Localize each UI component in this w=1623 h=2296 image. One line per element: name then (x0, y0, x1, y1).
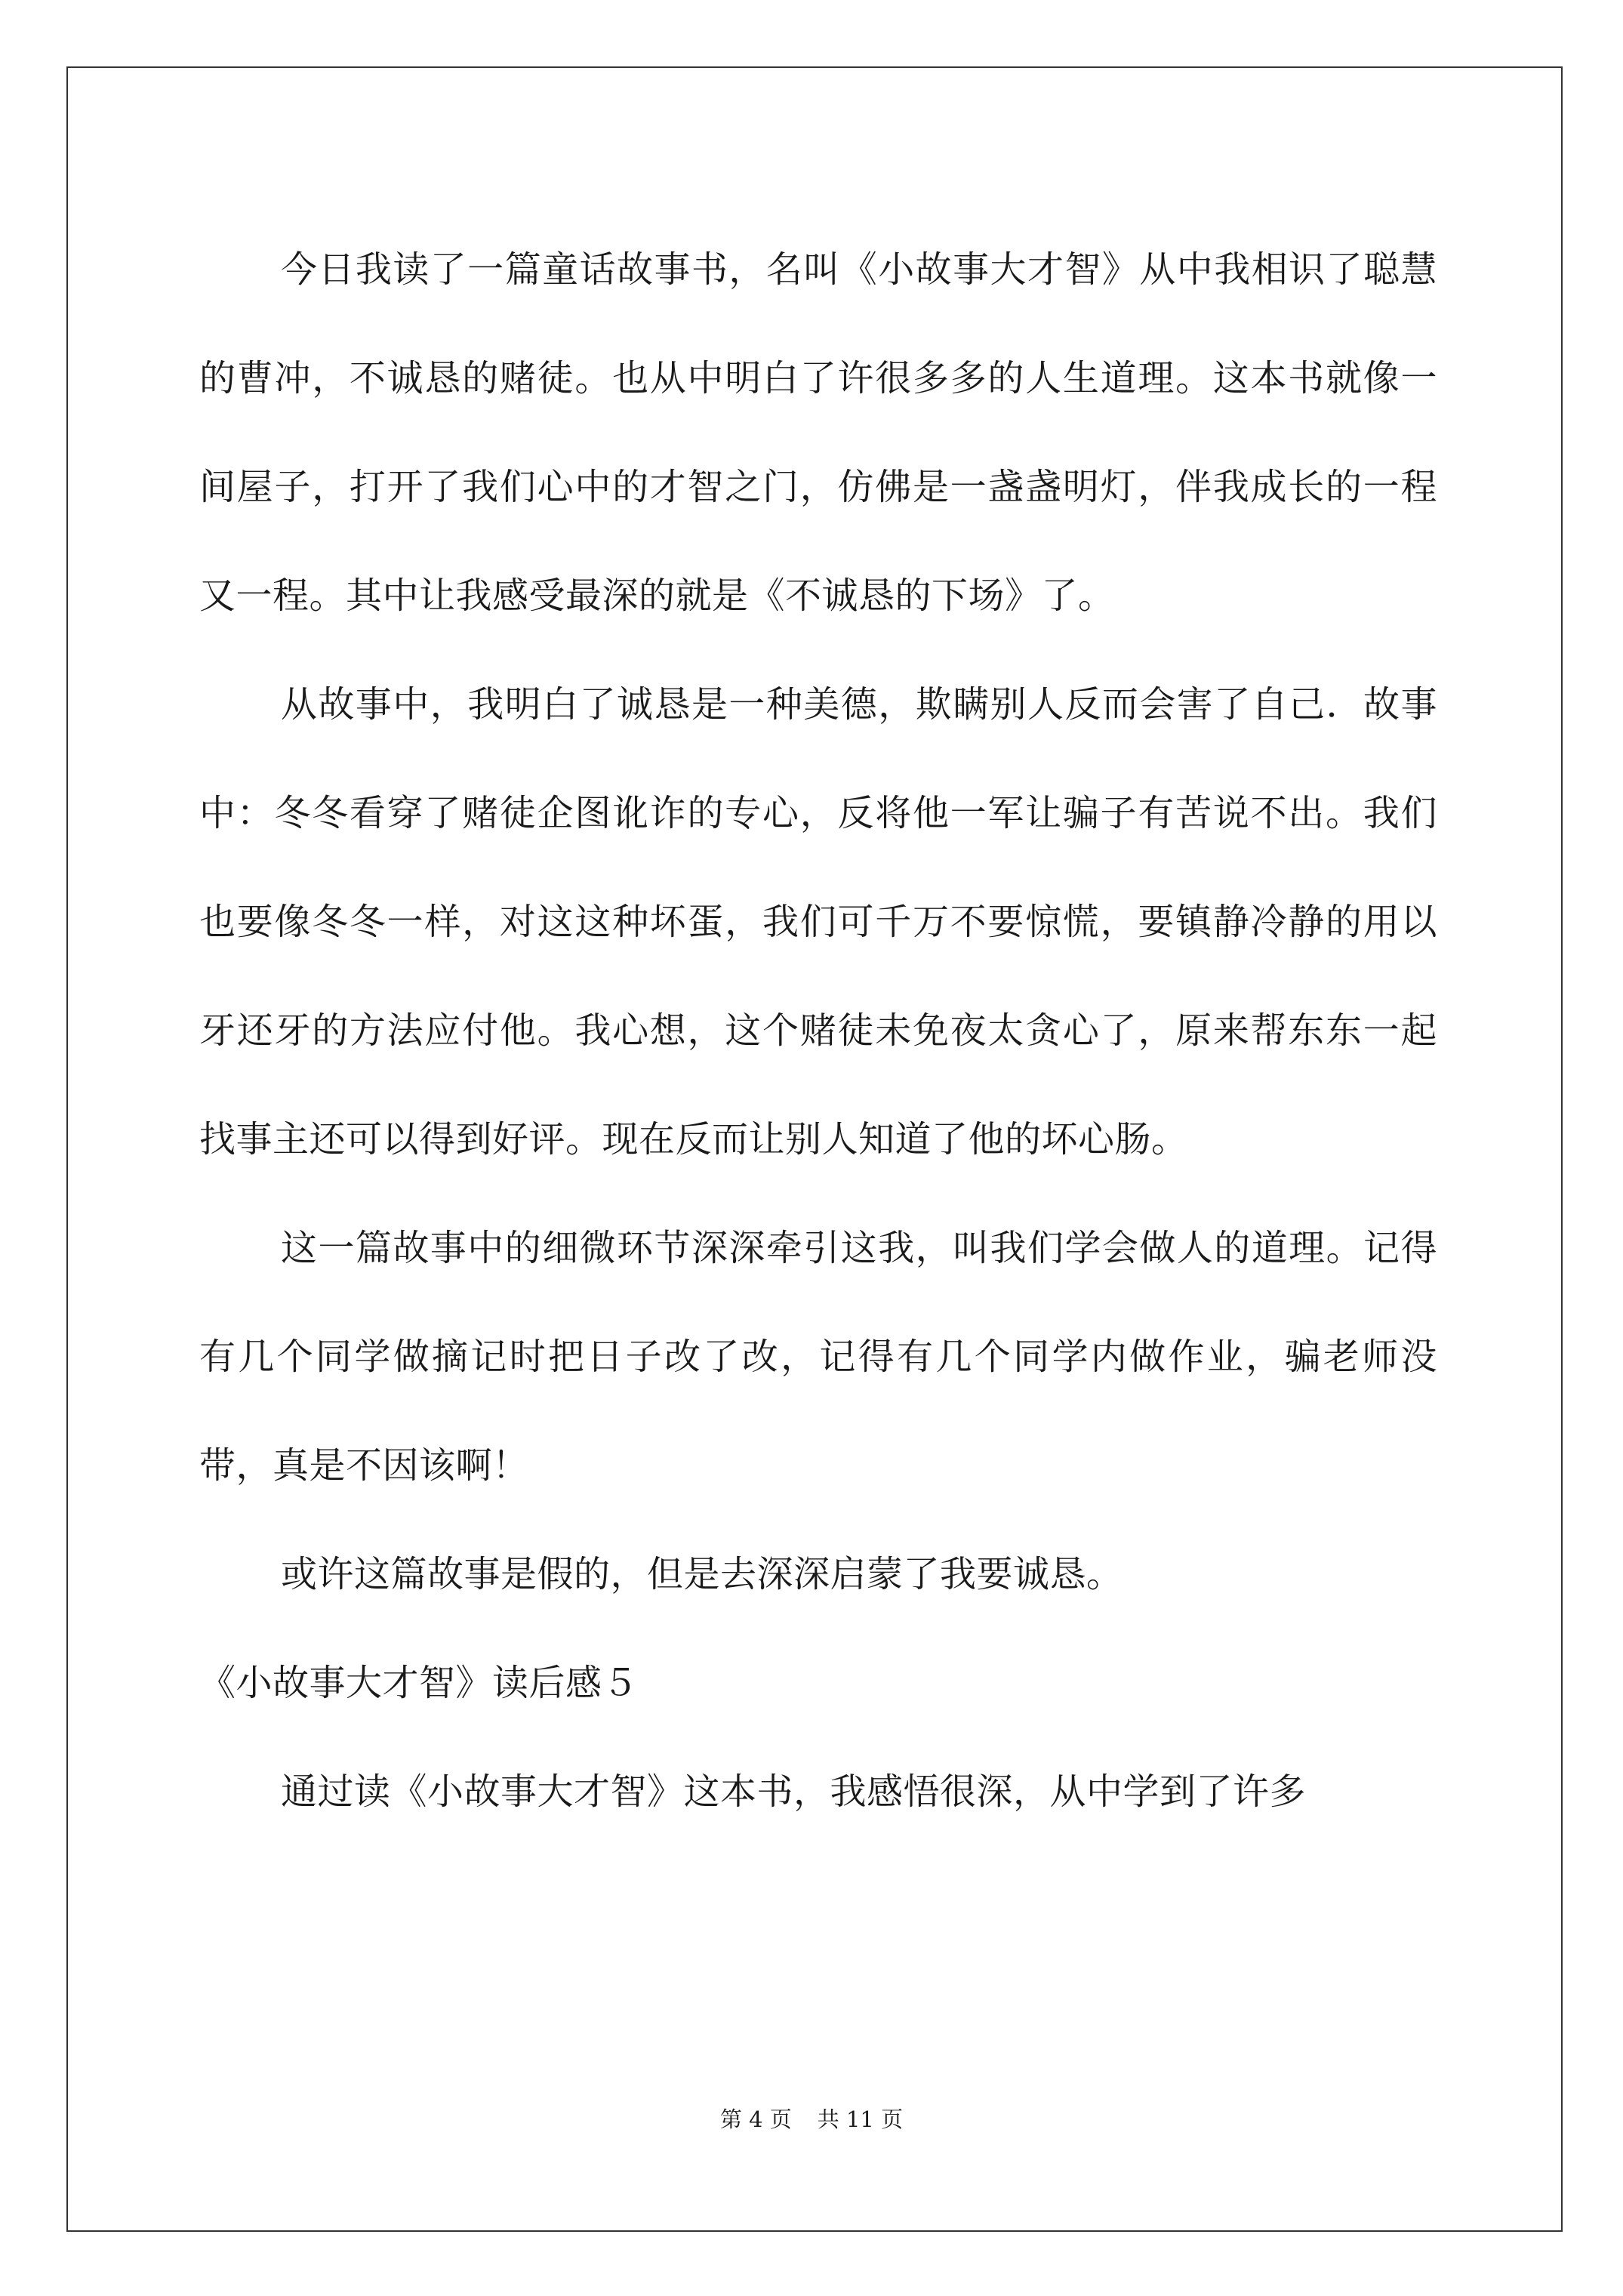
section-first-paragraph: 通过读《小故事大才智》这本书，我感悟很深，从中学到了许多 (281, 1771, 1307, 1813)
paragraph-2: 从故事中，我明白了诚恳是一种美德，欺瞒别人反而会害了自己．故事中：冬冬看穿了赌徒企图讹诈的专心，反将他一军让骗子有苦说不出。我们也要像冬冬一样，对这这种坏蛋，我们可千万不要惊慌，要镇静冷静的用以牙还牙的方法应付他。我心想，这个赌徒未免夜太贪心了，原来帮东东一起找事主还可以得到好评。现在反而让别人知道了他的坏心肠。 (199, 683, 1437, 1160)
paragraph-3: 这一篇故事中的细微环节深深牵引这我，叫我们学会做人的道理。记得有几个同学做摘记时把日子改了改，记得有几个同学内做作业，骗老师没带，真是不因该啊！ (199, 1227, 1437, 1487)
section-heading: 《小故事大才智》读后感５ (199, 1662, 639, 1704)
page-footer (0, 2103, 1623, 2134)
paragraph-1: 今日我读了一篇童话故事书，名叫《小故事大才智》从中我相识了聪慧的曹冲，不诚恳的赌徒。也从中明白了许很多多的人生道理。这本书就像一间屋子，打开了我们心中的才智之门，仿佛是一盏盏明灯，伴我成长的一程又一程。其中让我感受最深的就是《不诚恳的下场》了。 (199, 248, 1437, 617)
page-total: 共 11 页 (817, 2106, 904, 2132)
document-body (199, 215, 1437, 1846)
page-number: 第 4 页 (719, 2106, 792, 2132)
paragraph-4: 或许这篇故事是假的，但是去深深启蒙了我要诚恳。 (281, 1553, 1123, 1595)
